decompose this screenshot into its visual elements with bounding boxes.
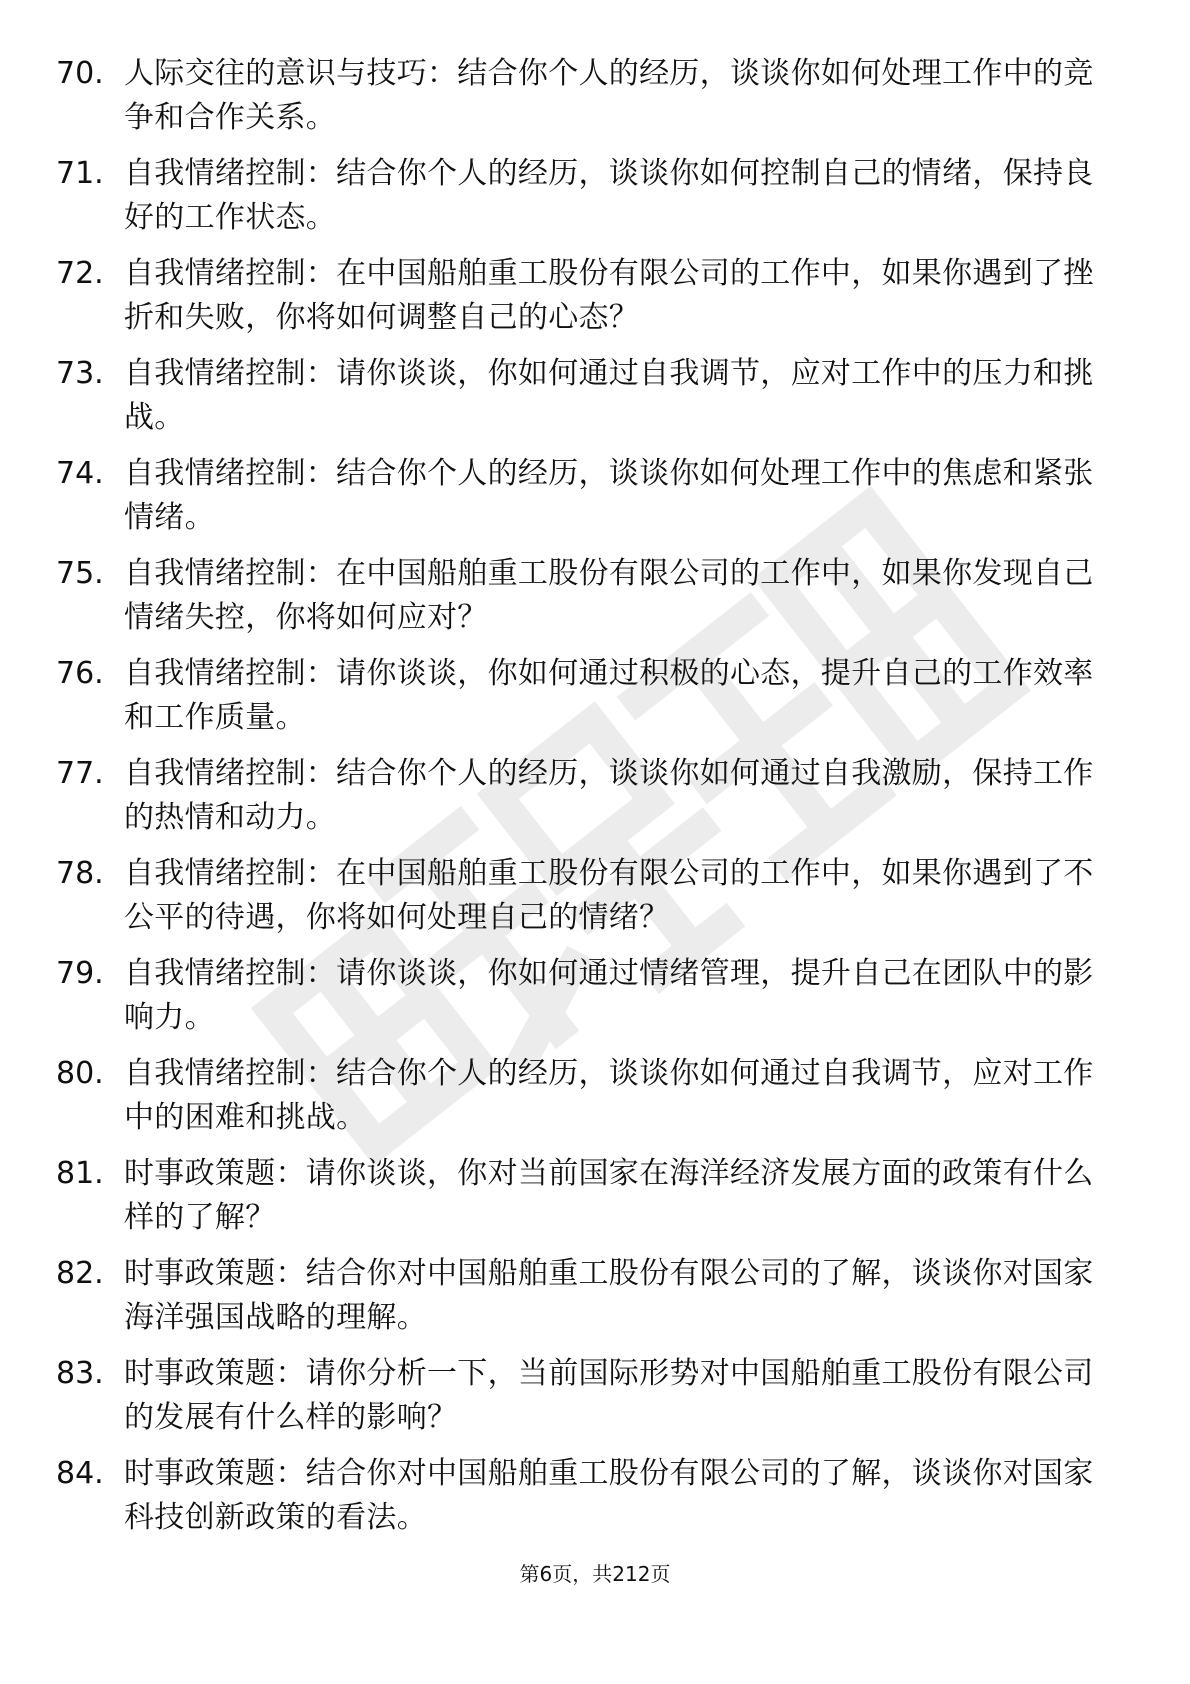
question-item <box>0 944 1190 1044</box>
question-text: 自我情绪控制：结合你个人的经历，谈谈你如何控制自己的情绪，保持良好的工作状态。 <box>124 156 1094 235</box>
question-number: 79. <box>56 956 104 991</box>
question-text: 时事政策题：结合你对中国船舶重工股份有限公司的了解，谈谈你对国家海洋强国战略的理解。 <box>124 1256 1094 1335</box>
question-text: 时事政策题：结合你对中国船舶重工股份有限公司的了解，谈谈你对国家科技创新政策的看法。 <box>124 1456 1094 1535</box>
question-number: 80. <box>56 1056 104 1091</box>
question-text: 自我情绪控制：在中国船舶重工股份有限公司的工作中，如果你遇到了不公平的待遇，你将如何处理自己的情绪？ <box>124 856 1094 935</box>
question-text: 自我情绪控制：请你谈谈，你如何通过情绪管理，提升自己在团队中的影响力。 <box>124 956 1094 1035</box>
question-text: 自我情绪控制：结合你个人的经历，谈谈你如何通过自我调节，应对工作中的困难和挑战。 <box>124 1056 1094 1135</box>
question-number: 70. <box>56 56 104 91</box>
question-number: 81. <box>56 1156 104 1191</box>
question-item <box>0 144 1190 244</box>
question-text: 时事政策题：请你分析一下，当前国际形势对中国船舶重工股份有限公司的发展有什么样的影响？ <box>124 1356 1094 1435</box>
question-number: 71. <box>56 156 104 191</box>
question-item <box>0 1144 1190 1244</box>
question-text: 自我情绪控制：请你谈谈，你如何通过积极的心态，提升自己的工作效率和工作质量。 <box>124 656 1094 735</box>
question-text: 自我情绪控制：请你谈谈，你如何通过自我调节，应对工作中的压力和挑战。 <box>124 356 1094 435</box>
question-number: 78. <box>56 856 104 891</box>
question-item <box>0 744 1190 844</box>
question-item <box>0 1044 1190 1144</box>
question-item <box>0 244 1190 344</box>
question-item <box>0 1244 1190 1344</box>
question-number: 76. <box>56 656 104 691</box>
question-number: 75. <box>56 556 104 591</box>
question-number: 82. <box>56 1256 104 1291</box>
question-item <box>0 1444 1190 1544</box>
page-number-label: 第6页，共212页 <box>519 1562 671 1586</box>
question-list <box>0 44 1190 1544</box>
question-number: 83. <box>56 1356 104 1391</box>
question-item <box>0 544 1190 644</box>
question-number: 72. <box>56 256 104 291</box>
question-item <box>0 344 1190 444</box>
question-item <box>0 44 1190 144</box>
question-text: 人际交往的意识与技巧：结合你个人的经历，谈谈你如何处理工作中的竞争和合作关系。 <box>124 56 1094 135</box>
question-text: 自我情绪控制：在中国船舶重工股份有限公司的工作中，如果你发现自己情绪失控，你将如何应对？ <box>124 556 1094 635</box>
question-number: 74. <box>56 456 104 491</box>
question-item <box>0 844 1190 944</box>
question-text: 自我情绪控制：在中国船舶重工股份有限公司的工作中，如果你遇到了挫折和失败，你将如何调整自己的心态？ <box>124 256 1094 335</box>
question-number: 77. <box>56 756 104 791</box>
question-text: 时事政策题：请你谈谈，你对当前国家在海洋经济发展方面的政策有什么样的了解？ <box>124 1156 1094 1235</box>
question-number: 84. <box>56 1456 104 1491</box>
question-item <box>0 1344 1190 1444</box>
page-footer <box>0 1560 1190 1588</box>
question-number: 73. <box>56 356 104 391</box>
question-item <box>0 644 1190 744</box>
question-text: 自我情绪控制：结合你个人的经历，谈谈你如何通过自我激励，保持工作的热情和动力。 <box>124 756 1094 835</box>
question-item <box>0 444 1190 544</box>
question-text: 自我情绪控制：结合你个人的经历，谈谈你如何处理工作中的焦虑和紧张情绪。 <box>124 456 1094 535</box>
